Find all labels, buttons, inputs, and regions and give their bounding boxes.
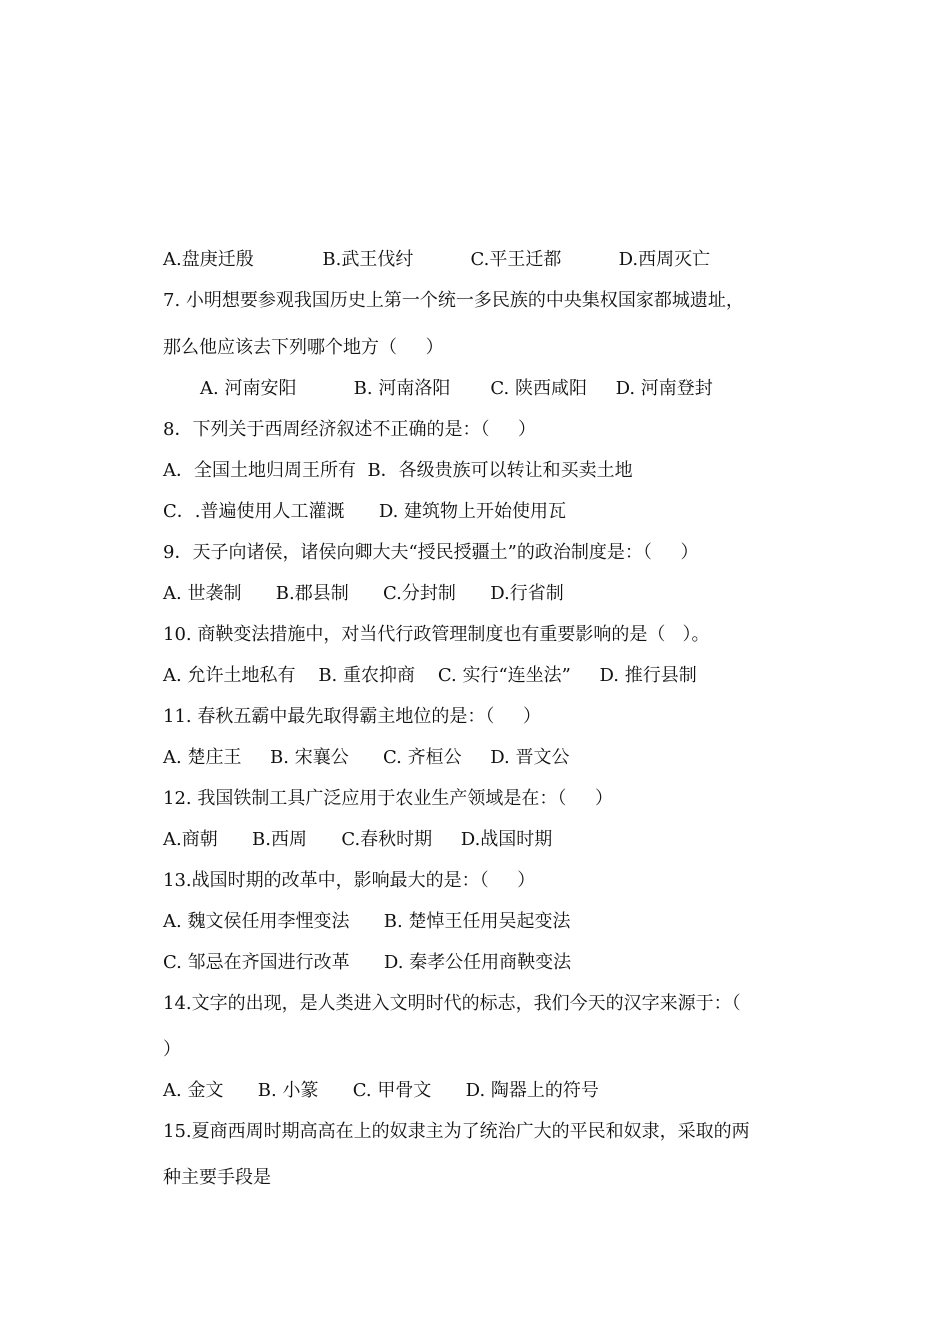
q12-stem: 12. 我国铁制工具广泛应用于农业生产领域是在：（ ） [163, 788, 613, 809]
q8-options-cd: C．.普遍使用人工灌溉 D. 建筑物上开始使用瓦 [163, 501, 567, 522]
q10-stem: 10. 商鞅变法措施中，对当代行政管理制度也有重要影响的是（ ）。 [163, 624, 710, 645]
q13-options-cd: C. 邹忌在齐国进行改革 D. 秦孝公任用商鞅变法 [163, 952, 572, 973]
q7-options: A. 河南安阳 B. 河南洛阳 C. 陕西咸阳 D. 河南登封 [200, 378, 713, 399]
q10-options: A. 允许土地私有 B. 重农抑商 C. 实行“连坐法” D. 推行县制 [163, 665, 697, 686]
q15-stem-line2: 种主要手段是 [163, 1167, 271, 1188]
q8-stem: 8．下列关于西周经济叙述不正确的是：（ ） [163, 419, 537, 440]
q15-stem-line1: 15.夏商西周时期高高在上的奴隶主为了统治广大的平民和奴隶，采取的两 [163, 1121, 750, 1142]
q7-stem-line1: 7. 小明想要参观我国历史上第一个统一多民族的中央集权国家都城遗址， [163, 290, 744, 311]
q8-options-ab: A．全国土地归周王所有 B．各级贵族可以转让和买卖土地 [163, 460, 633, 481]
q14-options: A. 金文 B. 小篆 C. 甲骨文 D. 陶器上的符号 [163, 1080, 599, 1101]
q14-stem-line1: 14.文字的出现，是人类进入文明时代的标志，我们今天的汉字来源于：（ [163, 993, 741, 1014]
q6-options: A.盘庚迁殷 B.武王伐纣 C.平王迁都 D.西周灭亡 [163, 249, 711, 270]
q9-stem: 9．天子向诸侯，诸侯向卿大夫“授民授疆土”的政治制度是：（ ） [163, 542, 699, 563]
q7-stem-line2: 那么他应该去下列哪个地方（ ） [163, 337, 444, 358]
q11-stem: 11. 春秋五霸中最先取得霸主地位的是：（ ） [163, 706, 541, 727]
q11-options: A. 楚庄王 B. 宋襄公 C. 齐桓公 D. 晋文公 [163, 747, 570, 768]
q9-options: A. 世袭制 B.郡县制 C.分封制 D.行省制 [163, 583, 564, 604]
q13-options-ab: A. 魏文侯任用李悝变法 B. 楚悼王任用吴起变法 [163, 911, 571, 932]
q14-stem-line2: ） [163, 1039, 181, 1060]
q13-stem: 13.战国时期的改革中，影响最大的是：（ ） [163, 870, 536, 891]
q12-options: A.商朝 B.西周 C.春秋时期 D.战国时期 [163, 829, 553, 850]
